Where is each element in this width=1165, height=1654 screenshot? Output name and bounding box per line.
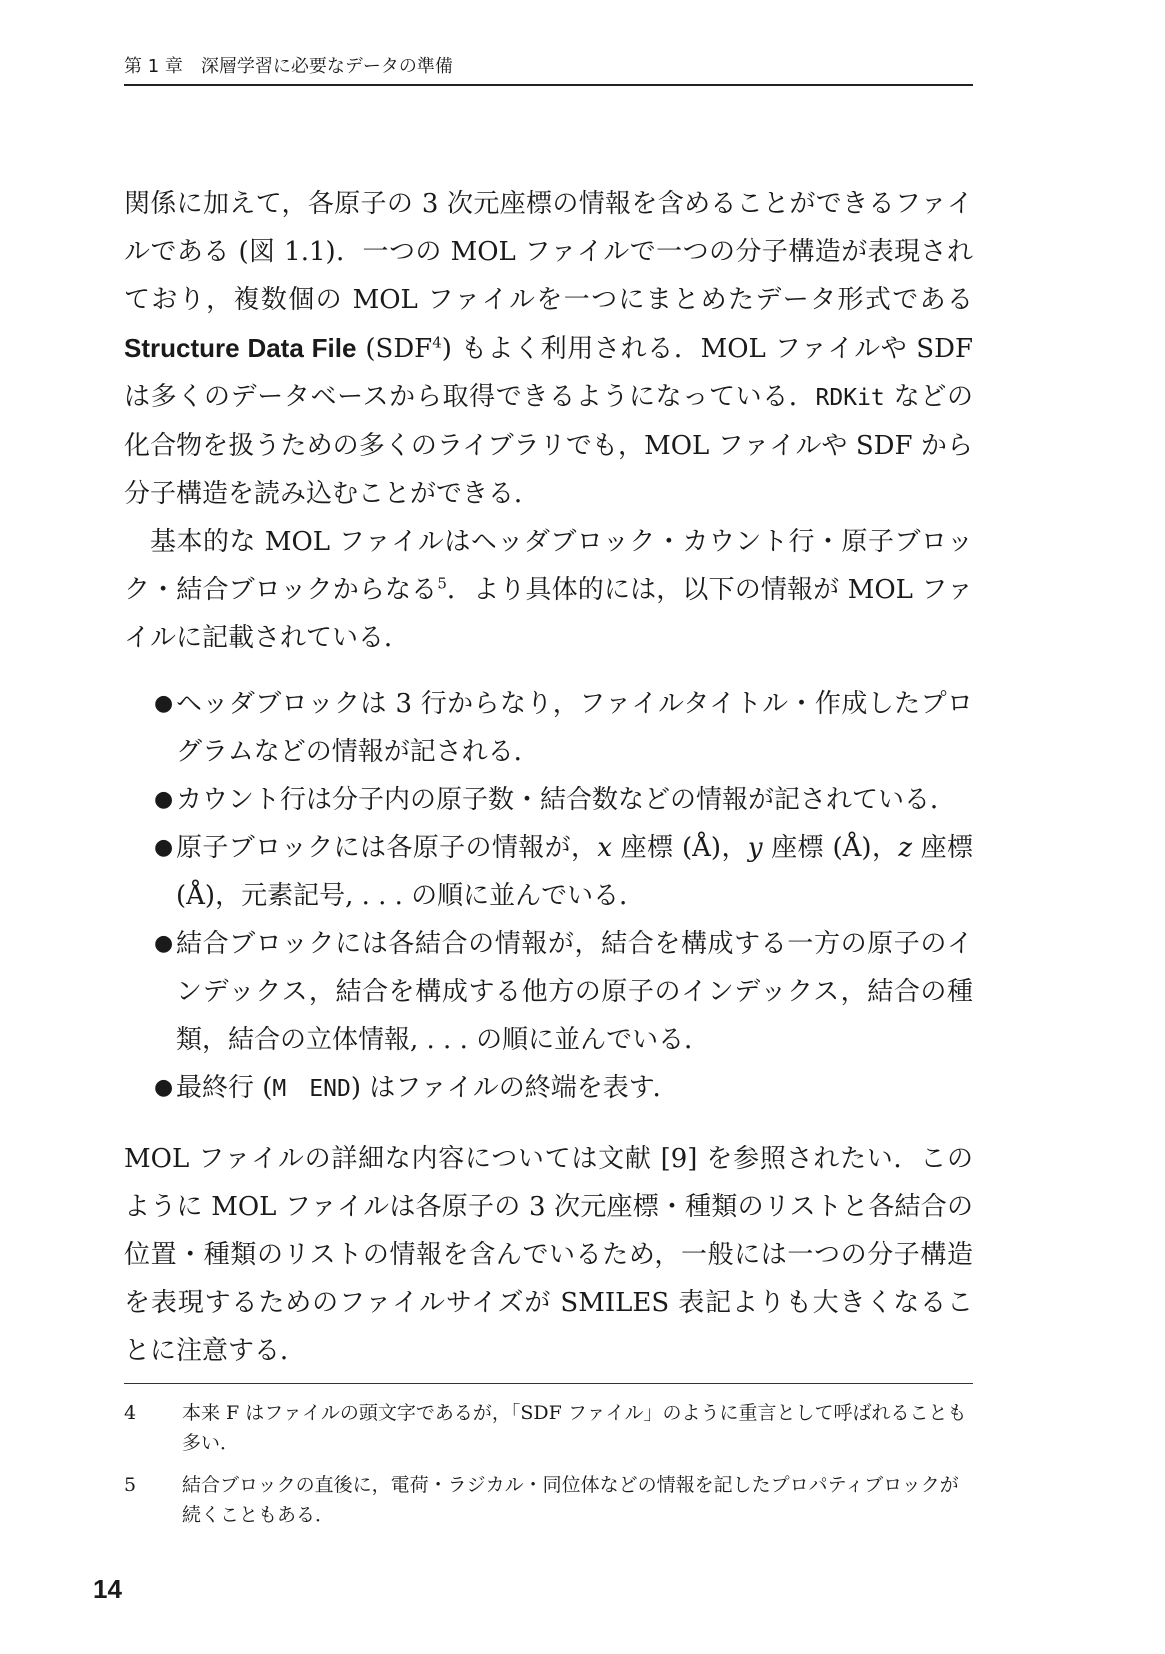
footnote-text: 本来 F はファイルの頭文字であるが，「SDF ファイル」のように重言として呼ばれることも多い．: [182, 1402, 967, 1454]
list-item: [124, 776, 973, 824]
list-item: [124, 1064, 973, 1113]
bullet-text-bond-block: 結合ブロックには各結合の情報が，結合を構成する一方の原子のインデックス，結合を構成する他方の原子のインデックス，結合の種類，結合の立体情報, . . . の順に並んでいる．: [176, 929, 973, 1055]
paragraph-1-text-a: 関係に加えて，各原子の 3 次元座標の情報を含めることができるファイルである (図 1.1)．一つの MOL ファイルで一つの分子構造が表現されており，複数個の MOL ファイルを一つにまとめたデータ形式である: [124, 189, 973, 315]
list-item: [124, 680, 973, 776]
paragraph-1-text-b: (SDF: [356, 334, 433, 364]
bullet-text-atom-block-b: 座標 (Å)，: [612, 833, 748, 863]
footnote-4: [124, 1398, 973, 1458]
list-item: [124, 920, 973, 1064]
page-number: 14: [93, 1574, 122, 1604]
code-rdkit: RDKit: [815, 385, 885, 411]
paragraph-1-text-c: ) もよく利用される．MOL ファイルや SDF は多くのデータベースから取得できるようになっている．: [124, 334, 974, 412]
bullet-text-atom-block-a: 原子ブロックには各原子の情報が，: [176, 833, 598, 863]
bullet-icon: ●: [154, 787, 174, 812]
bullet-text-atom-block-c: 座標 (Å)，: [762, 833, 899, 863]
running-title: 第 1 章 深層学習に必要なデータの準備: [124, 56, 453, 77]
term-structure-data-file: Structure Data File: [124, 333, 357, 363]
main-text: [124, 180, 973, 1375]
paragraph-3: MOL ファイルの詳細な内容については文献 [9] を参照されたい．このように MOL ファイルは各原子の 3 次元座標・種類のリストと各結合の位置・種類のリストの情報を含んでいるため，一般には一つの分子構造を表現するためのファイルサイズが SMILES 表記よりも大きくなることに注意する．: [124, 1144, 973, 1366]
footnote-number: 5: [124, 1474, 137, 1496]
footnote-divider: [124, 1383, 973, 1384]
running-header: [124, 54, 973, 86]
bullet-icon: ●: [154, 835, 174, 860]
footnotes: [124, 1398, 973, 1542]
bullet-text-atom-block-d: 座標 (Å)，元素記号, . . . の順に並んでいる．: [176, 833, 974, 911]
paragraph-2: [124, 518, 973, 662]
math-z: z: [898, 833, 913, 863]
math-y: y: [747, 833, 763, 863]
paragraph-2-text-a: 基本的な MOL ファイルはヘッダブロック・カウント行・原子ブロック・結合ブロックからなる: [124, 527, 973, 605]
bullet-list: [124, 680, 973, 1113]
bullet-icon: ●: [154, 691, 174, 716]
bullet-text-last-line-a: 最終行 (: [176, 1073, 273, 1103]
list-item: [124, 824, 973, 920]
bullet-icon: ●: [154, 931, 174, 956]
paragraph-1: [124, 180, 973, 518]
footnote-ref-5[interactable]: 5: [437, 574, 447, 593]
footnote-text: 結合ブロックの直後に，電荷・ラジカル・同位体などの情報を記したプロパティブロックが続くこともある．: [182, 1474, 959, 1526]
paragraph-1-text-d: などの化合物を扱うための多くのライブラリでも，MOL ファイルや SDF から分子構造を読み込むことができる．: [124, 382, 974, 509]
footnote-ref-4[interactable]: 4: [432, 333, 442, 352]
code-m-end: M END: [272, 1076, 351, 1102]
footnote-5: [124, 1470, 973, 1530]
paragraph-2-text-b: ．より具体的には，以下の情報が MOL ファイルに記載されている．: [124, 575, 973, 653]
math-x: x: [597, 833, 613, 863]
bullet-text-count-line: カウント行は分子内の原子数・結合数などの情報が記されている．: [176, 785, 957, 815]
bullet-text-header-block: ヘッダブロックは 3 行からなり，ファイルタイトル・作成したプログラムなどの情報が記される．: [176, 689, 973, 767]
bullet-icon: ●: [154, 1075, 174, 1100]
bullet-text-last-line-b: ) はファイルの終端を表す．: [350, 1073, 679, 1103]
footnote-number: 4: [124, 1402, 137, 1424]
